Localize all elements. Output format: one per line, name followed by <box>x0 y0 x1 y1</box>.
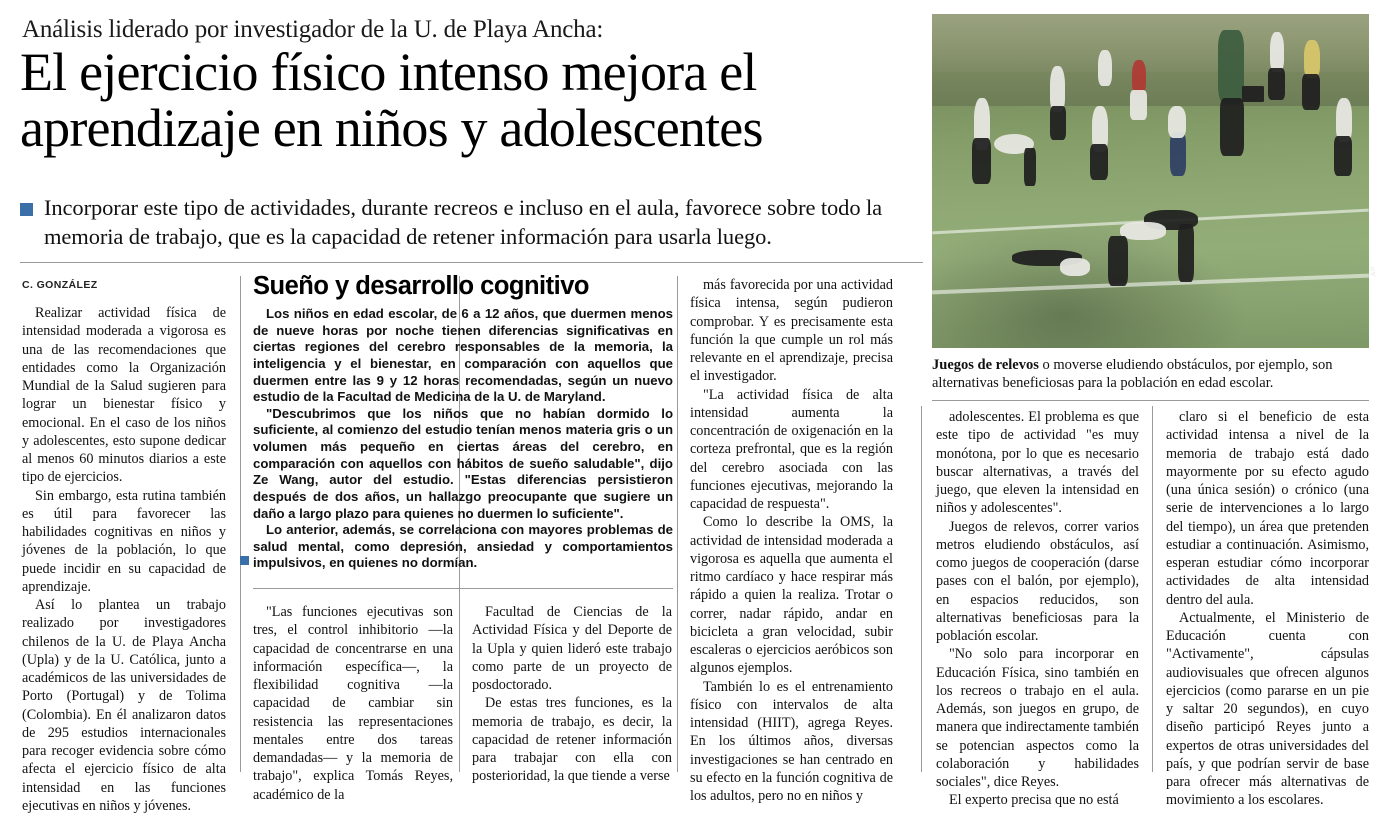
page-title <box>20 42 920 159</box>
sidebar-story-title: Sueño y desarrollo cognitivo <box>253 272 589 300</box>
header-divider <box>20 262 923 263</box>
subhead-text: Incorporar este tipo de actividades, durante recreos e incluso en el aula, favorece sobre todo la memoria de trabajo, que es la capacidad de retener información para usarla luego. <box>44 195 883 249</box>
paragraph: El experto precisa que no está <box>949 792 1119 809</box>
person-figure <box>1168 106 1186 138</box>
byline: C. GONZÁLEZ <box>22 279 98 291</box>
sidebar-story-marker-icon <box>240 556 249 565</box>
photo-credit: AP <box>1370 266 1377 277</box>
person-figure <box>1178 224 1194 282</box>
clipboard-icon <box>1242 86 1264 102</box>
paragraph: Como lo describe la OMS, la actividad de intensidad moderada a vigorosa es aquella que aumenta el ritmo cardíaco y hace respirar más rápido a quien la realiza. Trotar o correr, nadar rápido, andar en bicicleta a gran velocidad, subir escaleras o ejercicios aeróbicos son algunos ejemplos. <box>690 514 893 677</box>
person-figure <box>1304 40 1320 78</box>
paragraph: "No solo para incorporar en Educación Física, sino también en los recreos o trabajo en el aula. Además, son juegos en grupo, de manera que indirectamente también se potencian aspectos como la colaboración y habilidades sociales", dice Reyes. <box>936 646 1139 790</box>
paragraph: claro si el beneficio de esta actividad intensa a nivel de la memoria de trabajo está dado mayormente por su efecto agudo (una única sesión) o crónico (una serie de intervenciones a lo largo del tiempo), un área que pretenden estudiar a continuación. Asimismo, esperan estudiar cómo incorporar actividades de alta intensidad dentro del aula. <box>1166 409 1369 608</box>
caption-divider <box>932 400 1369 401</box>
paragraph: Lo anterior, además, se correlaciona con mayores problemas de salud mental, como depresión, ansiedad y comportamientos impulsivos, en quienes no dormían. <box>253 522 673 571</box>
body-column-5 <box>936 408 1139 810</box>
photo-image <box>932 14 1377 348</box>
paragraph: "La actividad física de alta intensidad aumenta la concentración de oxigenación en la corteza prefrontal, que es la región del cerebro asociada con las funciones ejecutivas, mejorando la capacidad de respuesta". <box>690 386 893 512</box>
person-figure <box>1270 32 1284 72</box>
column-divider-3 <box>677 276 678 772</box>
person-figure <box>1050 106 1066 140</box>
body-column-3 <box>472 603 672 786</box>
person-figure <box>972 138 991 184</box>
person-figure <box>1098 50 1112 86</box>
paragraph: Juegos de relevos, correr varios metros eludiendo obstáculos, así como juegos de cooperación (darse pases con el balón, por ejemplo), en espacios reducidos, son alternativas beneficiosas para la población escolar. <box>936 518 1139 644</box>
photo <box>932 14 1377 348</box>
person-figure <box>1024 148 1036 186</box>
subhead-block <box>20 194 920 252</box>
body-column-6 <box>1166 408 1369 810</box>
sidebar-story-body <box>253 306 673 572</box>
photo-caption-rest: o moverse eludiendo obstáculos, por ejemplo, son alternativas beneficiosas para la población en edad escolar. <box>932 357 1333 392</box>
person-figure <box>1218 30 1244 104</box>
column-divider-1 <box>240 276 241 772</box>
person-figure <box>1108 236 1128 286</box>
paragraph: Sin embargo, esta rutina también es útil para favorecer las habilidades cognitivas en niños y jóvenes de la población, lo que puede incidir en su capacidad de aprendizaje. <box>22 487 226 595</box>
headline-line-2: aprendizaje en niños y adolescentes <box>20 98 763 159</box>
court-line-2 <box>932 274 1369 295</box>
paragraph: adolescentes. El problema es que este tipo de actividad "es muy monótona, por lo que es necesario buscar alternativas, a través del juego, que eleven la intensidad en niños y adolescentes". <box>936 409 1139 517</box>
bullet-square-icon <box>20 203 33 216</box>
person-figure <box>1220 98 1244 156</box>
photo-caption <box>932 356 1369 393</box>
sidebar-story-divider <box>253 588 673 589</box>
column-divider-4 <box>921 406 922 772</box>
paragraph: Así lo plantea un trabajo realizado por investigadores chilenos de la U. de Playa Ancha (Upla) y de la U. Católica, junto a académicos de las universidades de Porto (Portugal) y de Tolima (Colombia). En él analizaron datos de 295 estudios internacionales para recoger evidencia sobre cómo afecta el ejercicio físico de alta intensidad en las funciones ejecutivas en niños y jóvenes. <box>22 597 226 814</box>
paragraph: "Descubrimos que los niños que no habían dormido lo suficiente, al comienzo del estudio tenían menos materia gris o un volumen más pequeño en ciertas áreas del cerebro, en comparación con aquellos con hábitos de sueño saludable", dijo Ze Wang, autor del estudio. "Estas diferencias persistieron después de dos años, un hallazgo preocupante que sugiere un daño a largo plazo para quienes no duermen lo suficiente". <box>253 405 673 521</box>
person-figure <box>1090 144 1108 180</box>
paragraph: Facultad de Ciencias de la Actividad Física y del Deporte de la Upla y quien lideró este trabajo como parte de un proyecto de posdoctorado. <box>472 604 672 693</box>
paragraph: Realizar actividad física de intensidad moderada a vigorosa es una de las recomendaciones que entidades como la Organización Mundial de la Salud sugieren para lograr un bienestar físico y emocional. En el caso de los niños y adolescentes, esto supone dedicar al menos 60 minutos diarios a este tipo de ejercicios. <box>22 305 226 486</box>
person-figure <box>1132 60 1146 94</box>
paragraph: "Las funciones ejecutivas son tres, el control inhibitorio —la capacidad de concentrarse en una información específica—, la flexibilidad cognitiva —la capacidad de cambiar sin resistencia las representaciones mentales entre dos tareas demandadas— y la memoria de trabajo", explica Tomás Reyes, académico de la <box>253 604 453 803</box>
body-column-4 <box>690 276 893 805</box>
kicker: Análisis liderado por investigador de la U. de Playa Ancha: <box>22 16 604 43</box>
photo-caption-lead: Juegos de relevos <box>932 357 1039 373</box>
person-figure <box>1120 222 1166 240</box>
paragraph: Actualmente, el Ministerio de Educación cuenta con "Activamente", cápsulas audiovisuales que ofrecen algunos ejercicios (como pararse en un pie y saltar 20 segundos), en cuyo diseño participó Reyes junto a expertos de otras universidades del país, y que podrían servir de base para ofrecer más alternativas de movimiento a los escolares. <box>1166 609 1369 809</box>
paragraph: De estas tres funciones, es la memoria de trabajo, es decir, la capacidad de retener información para trabajar con ella con posterioridad, la que tiende a verse <box>472 695 672 785</box>
body-column-1 <box>22 304 226 815</box>
person-figure <box>1170 132 1186 176</box>
person-figure <box>1060 258 1090 276</box>
person-figure <box>1268 68 1285 100</box>
column-divider-5 <box>1152 406 1153 772</box>
body-column-2 <box>253 603 453 804</box>
headline-line-1: El ejercicio físico intenso mejora el <box>20 42 757 102</box>
person-figure <box>1302 74 1320 110</box>
person-figure <box>1334 136 1352 176</box>
paragraph: más favorecida por una actividad física intensa, según pudieron comprobar. Y es precisamente esta función la que cumple un rol más relevante en el aprendizaje, precisa el investigador. <box>690 277 893 385</box>
paragraph: Los niños en edad escolar, de 6 a 12 años, que duermen menos de nueve horas por noche tienen diferencias significativas en ciertas regiones del cerebro responsables de la memoria, la inteligencia y el bienestar, en comparación con aquellos que duermen entre las 9 y 12 horas recomendadas, según un nuevo estudio de la Facultad de Medicina de la U. de Maryland. <box>253 306 673 405</box>
person-figure <box>1130 90 1147 120</box>
paragraph: También lo es el entrenamiento físico con intervalos de alta intensidad (HIIT), agrega Reyes. En los últimos años, diversas investigaciones se han centrado en su efecto en la función cognitiva de los adultos, pero no en niños y <box>690 678 893 804</box>
